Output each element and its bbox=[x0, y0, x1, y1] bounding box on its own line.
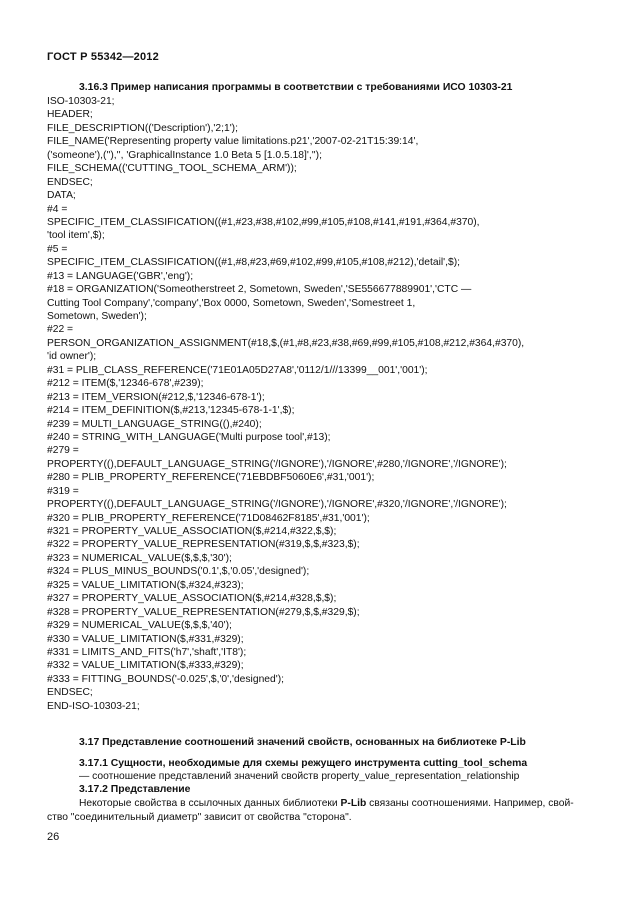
code-line: PROPERTY((),DEFAULT_LANGUAGE_STRING('/IGNORE'),'/IGNORE',#320,'/IGNORE','/IGNORE'); bbox=[47, 499, 507, 511]
code-line: #213 = ITEM_VERSION(#212,$,'12346-678-1'); bbox=[47, 391, 265, 403]
section-3-16-3-title: 3.16.3 Пример написания программы в соответствии с требованиями ИСО 10303-21 bbox=[79, 82, 513, 93]
paragraph-text-a: Некоторые свойства в ссылочных данных библиотеки bbox=[79, 798, 341, 809]
code-line: #328 = PROPERTY_VALUE_REPRESENTATION(#279,$,$,#329,$); bbox=[47, 606, 360, 618]
code-line: #325 = VALUE_LIMITATION($,#324,#323); bbox=[47, 579, 244, 591]
code-line: #212 = ITEM($,'12346-678',#239); bbox=[47, 378, 204, 390]
plib-emphasis: P-Lib bbox=[340, 798, 367, 809]
code-line: #18 = ORGANIZATION('Someotherstreet 2, Sometown, Sweden','SE556677889901','CTC — bbox=[47, 284, 472, 296]
code-line: #5 = bbox=[47, 243, 68, 255]
section-3-17-title: 3.17 Представление соотношений значений свойств, основанных на библиотеке P-Lib bbox=[79, 737, 526, 748]
code-line: DATA; bbox=[47, 190, 76, 202]
code-line: #332 = VALUE_LIMITATION($,#333,#329); bbox=[47, 660, 244, 672]
section-3-17-2-paragraph bbox=[47, 797, 607, 824]
document-header: ГОСТ Р 55342—2012 bbox=[47, 51, 159, 63]
code-line: #240 = STRING_WITH_LANGUAGE('Multi purpose tool',#13); bbox=[47, 431, 331, 443]
code-line: #333 = FITTING_BOUNDS('-0.025',$,'0','designed'); bbox=[47, 673, 284, 685]
code-line: ENDSEC; bbox=[47, 176, 93, 188]
paragraph-text-c: связаны соотношениями. Например, свой- bbox=[366, 798, 574, 809]
code-line: #22 = bbox=[47, 324, 74, 336]
code-line: #324 = PLUS_MINUS_BOUNDS('0.1',$,'0.05','designed'); bbox=[47, 566, 310, 578]
code-line: ENDSEC; bbox=[47, 687, 93, 699]
code-line: Sometown, Sweden'); bbox=[47, 311, 147, 322]
code-line: #239 = MULTI_LANGUAGE_STRING((),#240); bbox=[47, 418, 262, 430]
page-number: 26 bbox=[47, 831, 60, 843]
code-line: #31 = PLIB_CLASS_REFERENCE('71E01A05D27A8','0112/1///13399__001','001'); bbox=[47, 364, 428, 376]
code-line: ('someone'),(''),'', 'GraphicalInstance 1.0 Beta 5 [1.0.5.18]',''); bbox=[47, 149, 322, 161]
section-3-17-2-title: 3.17.2 Представление bbox=[79, 784, 191, 795]
code-line: Cutting Tool Company','company','Box 0000, Sometown, Sweden','Somestreet 1, bbox=[47, 297, 416, 309]
code-listing bbox=[47, 95, 607, 713]
code-line: 'id owner'); bbox=[47, 351, 97, 363]
code-line: FILE_SCHEMA(('CUTTING_TOOL_SCHEMA_ARM')); bbox=[47, 163, 297, 175]
section-3-17-1-title: 3.17.1 Сущности, необходимые для схемы режущего инструмента cutting_tool_schema bbox=[79, 758, 528, 769]
code-line: #329 = NUMERICAL_VALUE($,$,$,'40'); bbox=[47, 620, 232, 632]
code-line: PERSON_ORGANIZATION_ASSIGNMENT(#18,$,(#1,#8,#23,#38,#69,#99,#105,#108,#212,#364,#370), bbox=[47, 337, 525, 349]
paragraph-line-2: ство "соединительный диаметр" зависит от свойства "сторона". bbox=[47, 811, 352, 823]
code-line: #13 = LANGUAGE('GBR','eng'); bbox=[47, 270, 194, 282]
code-line: #279 = bbox=[47, 445, 79, 457]
code-line: PROPERTY((),DEFAULT_LANGUAGE_STRING('/IGNORE'),'/IGNORE',#280,'/IGNORE','/IGNORE'); bbox=[47, 458, 507, 470]
code-line: ISO-10303-21; bbox=[47, 96, 115, 107]
code-line: #214 = ITEM_DEFINITION($,#213,'12345-678-1-1',$); bbox=[47, 405, 295, 417]
code-line: #322 = PROPERTY_VALUE_REPRESENTATION(#319,$,$,#323,$); bbox=[47, 539, 360, 551]
code-line: #331 = LIMITS_AND_FITS('h7','shaft','IT8'); bbox=[47, 646, 247, 658]
paragraph-line-1 bbox=[47, 797, 607, 811]
code-line: #320 = PLIB_PROPERTY_REFERENCE('71D08462F8185',#31,'001'); bbox=[47, 512, 370, 524]
code-line: #321 = PROPERTY_VALUE_ASSOCIATION($,#214,#322,$,$); bbox=[47, 526, 337, 537]
section-3-17-1-description: — соотношение представлений значений свойств property_value_representation_relationship bbox=[79, 771, 520, 782]
code-line: #327 = PROPERTY_VALUE_ASSOCIATION($,#214,#328,$,$); bbox=[47, 593, 337, 605]
code-line: #4 = bbox=[47, 203, 68, 215]
code-line: #330 = VALUE_LIMITATION($,#331,#329); bbox=[47, 633, 244, 645]
code-line: SPECIFIC_ITEM_CLASSIFICATION((#1,#8,#23,#69,#102,#99,#105,#108,#212),'detail',$); bbox=[47, 257, 460, 269]
code-line: 'tool item',$); bbox=[47, 230, 105, 242]
code-line: FILE_DESCRIPTION(('Description'),'2;1'); bbox=[47, 122, 238, 134]
code-line: FILE_NAME('Representing property value limitations.p21','2007-02-21T15:39:14', bbox=[47, 136, 419, 148]
code-line: SPECIFIC_ITEM_CLASSIFICATION((#1,#23,#38,#102,#99,#105,#108,#141,#191,#364,#370), bbox=[47, 216, 480, 228]
code-line: #280 = PLIB_PROPERTY_REFERENCE('71EBDBF5060E6',#31,'001'); bbox=[47, 472, 375, 484]
code-line: HEADER; bbox=[47, 109, 93, 121]
code-line: #319 = bbox=[47, 485, 79, 497]
code-line: END-ISO-10303-21; bbox=[47, 700, 140, 712]
code-line: #323 = NUMERICAL_VALUE($,$,$,'30'); bbox=[47, 552, 232, 564]
